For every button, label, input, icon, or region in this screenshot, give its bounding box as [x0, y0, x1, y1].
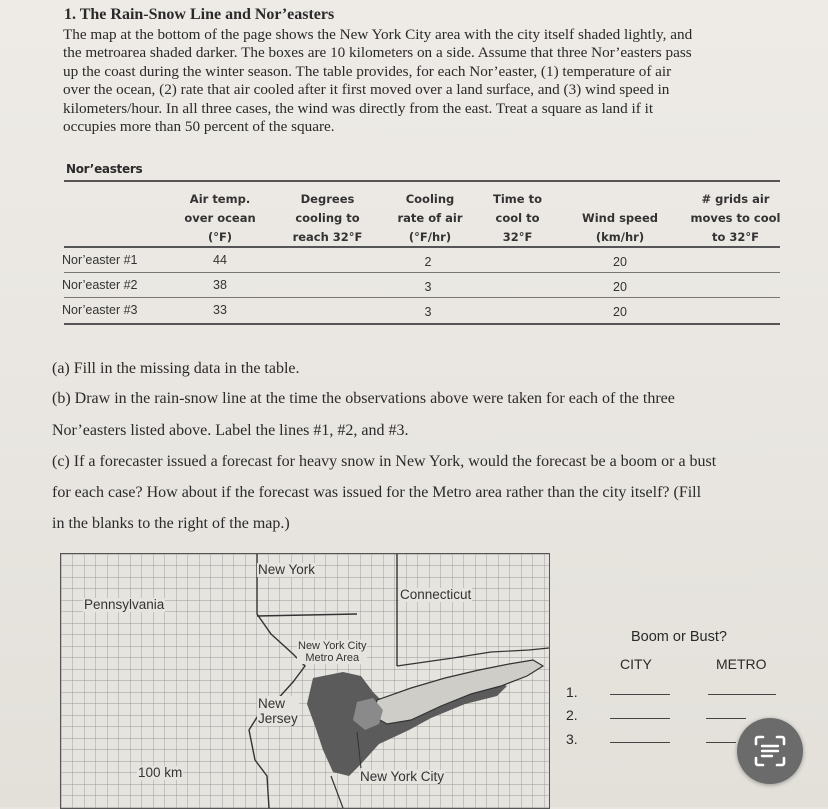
nyc-area-map	[60, 553, 550, 809]
question-a: (a) Fill in the missing data in the table.	[52, 360, 300, 377]
header-line: over ocean	[184, 211, 256, 225]
question-b-line: Nor’easters listed above. Label the lines #1, #2, and #3.	[52, 422, 409, 439]
label-metro-line: Metro Area	[305, 652, 360, 664]
document-scan-icon	[752, 733, 788, 769]
intro-line: kilometers/hour. In all three cases, the wind was directly from the east. Treat a square as land if it	[63, 99, 654, 117]
intro-line: up the coast during the winter season. The table provides, for each Nor’easter, (1) temperature of air	[63, 62, 672, 80]
row-label-noreaster-3: Nor’easter #3	[62, 303, 138, 317]
boom-row-number: 1.	[566, 684, 578, 700]
cell-air-temp: 38	[213, 278, 227, 292]
column-header-air-temp	[180, 190, 260, 247]
header-line: Cooling	[405, 192, 455, 206]
question-c-line: for each case? How about if the forecast was issued for the Metro area rather than the city itself? (Fill	[52, 484, 702, 501]
header-line: Air temp.	[189, 192, 251, 206]
cell-cooling-rate: 2	[424, 255, 432, 269]
header-line: to 32°F	[711, 230, 759, 244]
intro-line: occupies more than 50 percent of the square.	[63, 118, 335, 136]
label-nj-line: New	[258, 696, 286, 711]
table-bottom-rule	[64, 323, 780, 325]
intro-line: The map at the bottom of the page shows the New York City area with the city itself shaded lightly, and	[63, 26, 693, 43]
header-line: (°F/hr)	[408, 230, 452, 244]
header-line: moves to cool	[690, 211, 781, 225]
metro-answer-blank[interactable]	[706, 742, 736, 743]
metro-answer-blank[interactable]	[708, 694, 776, 695]
header-line: rate of air	[397, 211, 463, 225]
city-header: CITY	[620, 656, 652, 672]
label-metro-line: New York City	[298, 640, 367, 652]
question-c-line: (c) If a forecaster issued a forecast for heavy snow in New York, would the forecast be a boom or a bust	[52, 453, 717, 470]
header-line: 32°F	[502, 230, 533, 244]
boom-or-bust-title: Boom or Bust?	[631, 629, 727, 645]
table-top-rule	[64, 180, 780, 182]
label-pennsylvania: Pennsylvania	[84, 597, 165, 612]
problem-title: 1. The Rain-Snow Line and Nor’easters	[64, 6, 335, 23]
label-metro-area	[297, 640, 367, 664]
label-connecticut: Connecticut	[400, 587, 472, 602]
row-label-noreaster-1: Nor’easter #1	[62, 253, 138, 267]
city-answer-blank[interactable]	[610, 718, 670, 719]
header-line: cooling to	[295, 211, 360, 225]
cell-cooling-rate: 3	[424, 280, 432, 294]
header-line: Wind speed	[582, 211, 658, 225]
column-header-grids	[688, 190, 783, 247]
column-header-wind-speed	[575, 209, 665, 247]
question-c-line: in the blanks to the right of the map.)	[52, 515, 290, 532]
city-answer-blank[interactable]	[610, 694, 670, 695]
cell-air-temp: 44	[213, 253, 227, 267]
row-divider	[64, 272, 780, 273]
column-header-cooling-rate	[390, 190, 470, 247]
header-line: # grids air	[701, 192, 770, 206]
cell-wind-speed: 20	[613, 280, 627, 294]
cell-air-temp: 33	[213, 303, 227, 317]
intro-line: the metroarea shaded darker. The boxes are 10 kilometers on a side. Assume that three Nor’easters pass	[63, 44, 692, 62]
label-new-york: New York	[258, 562, 316, 577]
map-drawing	[61, 554, 549, 808]
row-label-noreaster-2: Nor’easter #2	[62, 278, 138, 292]
question-b-line: (b) Draw in the rain-snow line at the time the observations above were taken for each of the three	[52, 390, 675, 407]
cell-wind-speed: 20	[613, 255, 627, 269]
boom-row-number: 2.	[566, 707, 578, 723]
row-divider	[64, 297, 780, 298]
header-line: Degrees	[300, 192, 355, 206]
cell-wind-speed: 20	[613, 305, 627, 319]
problem-intro	[63, 26, 803, 136]
header-line: Time to	[493, 192, 542, 206]
metro-answer-blank[interactable]	[706, 718, 746, 719]
boom-row-number: 3.	[566, 731, 578, 747]
label-new-jersey	[257, 696, 299, 726]
header-line: cool to	[495, 211, 540, 225]
table-header-rule	[64, 246, 780, 248]
header-line: (°F)	[207, 230, 233, 244]
header-line: reach 32°F	[292, 230, 363, 244]
city-answer-blank[interactable]	[610, 742, 670, 743]
column-header-time-to-cool	[480, 190, 555, 247]
cell-cooling-rate: 3	[424, 305, 432, 319]
column-header-degrees-cooling	[285, 190, 370, 247]
label-scale: 100 km	[138, 765, 183, 780]
metro-header: METRO	[716, 656, 767, 672]
table-caption: Nor’easters	[66, 162, 143, 176]
label-new-york-city: New York City	[360, 769, 445, 784]
header-line: (km/hr)	[595, 230, 645, 244]
scan-text-button[interactable]	[737, 718, 803, 784]
intro-line: over the ocean, (2) rate that air cooled after it first moved over a land surface, and (3) wind speed in	[63, 81, 670, 99]
label-nj-line: Jersey	[258, 711, 298, 726]
